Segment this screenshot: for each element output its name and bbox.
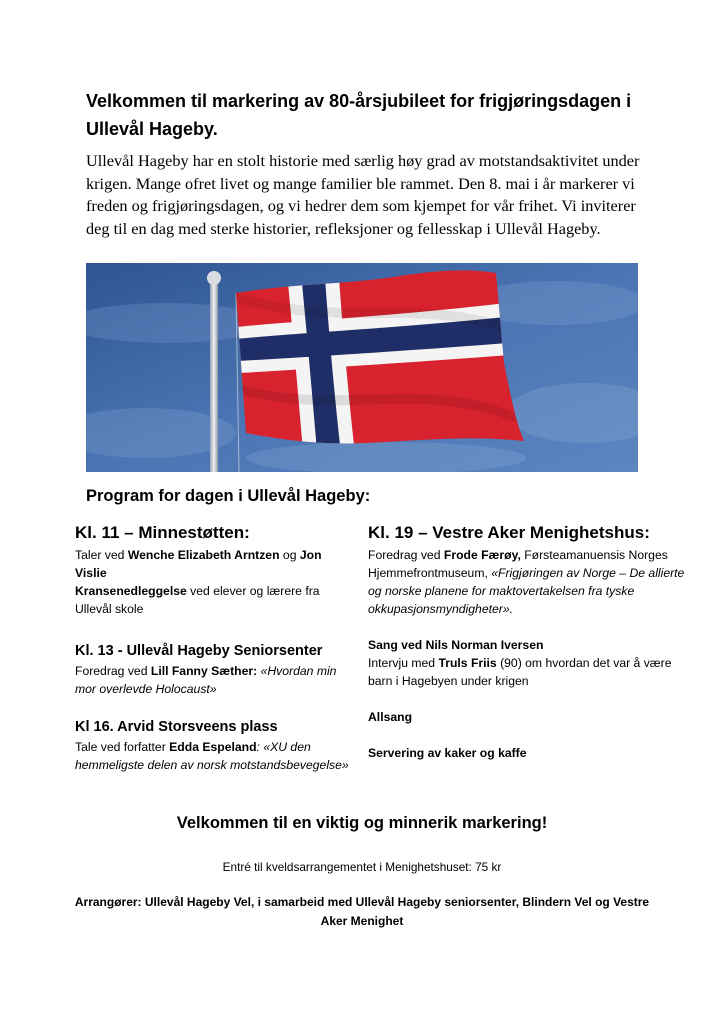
flagpole-knob bbox=[207, 271, 221, 285]
event-text: ved elever og lærere fra Ullevål skole bbox=[75, 584, 320, 616]
event-text: Førsteamanuensis Norges Hjemmefrontmuseum, bbox=[368, 548, 668, 580]
event-lecture bbox=[368, 546, 688, 618]
event-heading-seniorsenter: Kl. 13 - Ullevål Hageby Seniorsenter bbox=[75, 643, 323, 659]
event-speakers bbox=[75, 546, 355, 582]
speaker-name: Jon Vislie bbox=[75, 548, 322, 580]
welcome-heading: Velkommen til en viktig og minnerik markering! bbox=[176, 814, 548, 832]
speaker-name: Wenche Elizabeth Arntzen bbox=[127, 548, 280, 562]
flagpole bbox=[210, 281, 218, 472]
event-serving: Servering av kaker og kaffe bbox=[368, 746, 527, 760]
flag-photo bbox=[86, 263, 638, 472]
norwegian-flag-image bbox=[86, 263, 638, 472]
event-text: Taler ved bbox=[75, 548, 128, 562]
speech-title: : «XU den hemmeligste delen av norsk motstandsbevegelse» bbox=[75, 740, 349, 772]
event-text: (90) om hvordan det var å være barn i Hagebyen under krigen bbox=[368, 656, 672, 688]
program-left-column bbox=[75, 520, 355, 774]
event-text: Intervju med bbox=[368, 656, 439, 670]
event-heading-menighetshus: Kl. 19 – Vestre Aker Menighetshus: bbox=[368, 523, 650, 542]
speaker-name: Frode Færøy, bbox=[443, 548, 521, 562]
event-allsang: Allsang bbox=[368, 710, 413, 724]
entry-price: Entré til kveldsarrangementet i Menighetshuset: 75 kr bbox=[222, 860, 502, 874]
event-text: Foredrag ved bbox=[75, 664, 151, 678]
flag bbox=[226, 263, 536, 463]
lecture-title: «Frigjøringen av Norge – De allierte og norske planene for maktovertakelsen fra tyske okkupasjonsmyndigheter». bbox=[368, 566, 685, 616]
speaker-name: Edda Espeland bbox=[169, 740, 257, 754]
page-title: Velkommen til markering av 80-årsjubileet for frigjøringsdagen i Ullevål Hageby. bbox=[86, 91, 632, 139]
lecture-title: «Hvordan min mor overlevde Holocaust» bbox=[75, 664, 337, 696]
program-title: Program for dagen i Ullevål Hageby: bbox=[86, 487, 371, 505]
event-lecture bbox=[75, 662, 355, 698]
event-text: og bbox=[279, 548, 300, 562]
program-right-column bbox=[368, 520, 688, 762]
speaker-name: Truls Friis bbox=[438, 656, 497, 670]
event-text: Tale ved forfatter bbox=[75, 740, 170, 754]
event-heading-minnestotten: Kl. 11 – Minnestøtten: bbox=[75, 523, 250, 542]
organizers: Arrangører: Ullevål Hageby Vel, i samarbeid med Ullevål Hageby seniorsenter, Blindern Vel og Vestre Aker Menighet bbox=[74, 895, 650, 928]
event-song: Sang ved Nils Norman Iversen bbox=[368, 638, 544, 652]
intro-paragraph: Ullevål Hageby har en stolt historie med særlig høy grad av motstandsaktivitet under krigen. Mange ofret livet og mange familier ble rammet. Den 8. mai i år markerer vi freden og frigjøringsdagen, og vi hedrer dem som kjempet for vår frihet. Vi inviterer deg til en dag med sterke historier, refleksjoner og fellesskap i Ullevål Hageby. bbox=[86, 151, 640, 238]
event-activity: Kransenedleggelse bbox=[75, 584, 187, 598]
event-speech bbox=[75, 738, 355, 774]
event-wreath-laying bbox=[75, 582, 355, 618]
speaker-name: Lill Fanny Sæther: bbox=[150, 664, 258, 678]
event-text: Foredrag ved bbox=[368, 548, 444, 562]
event-interview bbox=[368, 654, 688, 690]
event-heading-storsveens-plass: Kl 16. Arvid Storsveens plass bbox=[75, 719, 278, 735]
